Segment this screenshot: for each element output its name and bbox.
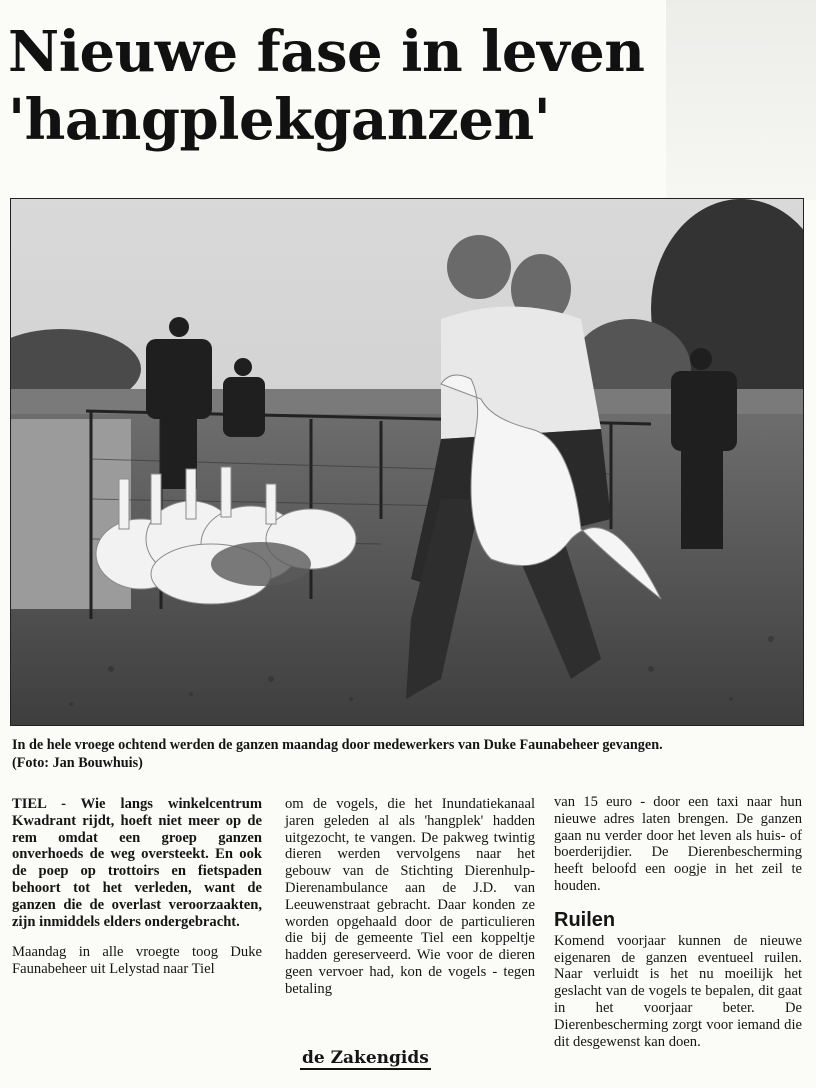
article-lead: TIEL - Wie langs winkelcentrum Kwadrant rijdt, hoeft niet meer op de rem omdat een groep ganzen onverhoeds de weg oversteekt. En ook de poep op trottoirs en fietspaden behoort tot het verleden, want de ganzen die de overlast veroorzaakten, zijn inmiddels elders ondergebracht.	[12, 796, 262, 930]
article-column-1	[12, 796, 262, 992]
article-column-3	[554, 794, 802, 1064]
geese-catching-photo	[11, 199, 803, 725]
article-paragraph: van 15 euro - door een taxi naar hun nieuwe adres laten brengen. De ganzen gaan nu verder door het leven als huis- of boerderijdier. De Dierenbescherming heeft beloofd een oogje in het zeil te houden.	[554, 794, 802, 894]
headline	[8, 18, 808, 154]
headline-line-2: 'hangplekganzen'	[8, 87, 551, 153]
article-subheading: Ruilen	[554, 908, 616, 931]
publication-logo: de Zakengids	[302, 1048, 429, 1068]
article-paragraph: Maandag in alle vroegte toog Duke Faunabeheer uit Lelystad naar Tiel	[12, 944, 262, 978]
photo-credit: (Foto: Jan Bouwhuis)	[12, 755, 143, 771]
news-photo	[10, 198, 804, 726]
article-paragraph: Komend voorjaar kunnen de nieuwe eigenaren de ganzen eventueel ruilen. Naar verluidt is het nu moeilijk het geslacht van de vogels te bepalen, dit gaat in het voorjaar beter. De Dierenbescherming zorgt voor iemand die dit desgewenst kan doen.	[554, 932, 802, 1050]
caption-text: In de hele vroege ochtend werden de ganzen maandag door medewerkers van Duke Faunabeheer gevangen.	[12, 737, 663, 753]
headline-line-1: Nieuwe fase in leven	[8, 19, 645, 85]
article-column-2	[285, 796, 535, 1012]
photo-caption	[12, 736, 802, 772]
article-paragraph: om de vogels, die het Inundatiekanaal jaren geleden al als 'hangplek' hadden uitgezocht, te vangen. De pakweg twintig dieren werden vervolgens naar het gebouw van de Stichting Dierenhulp-Dierenambulance aan de J.D. van Leeuwenstraat gebracht. Daar konden ze worden opgehaald door de particulieren die bij de gemeente Tiel een koppeltje hadden gereserveerd. Wie voor de dieren geen vervoer had, kon de vogels - tegen betaling	[285, 796, 535, 997]
